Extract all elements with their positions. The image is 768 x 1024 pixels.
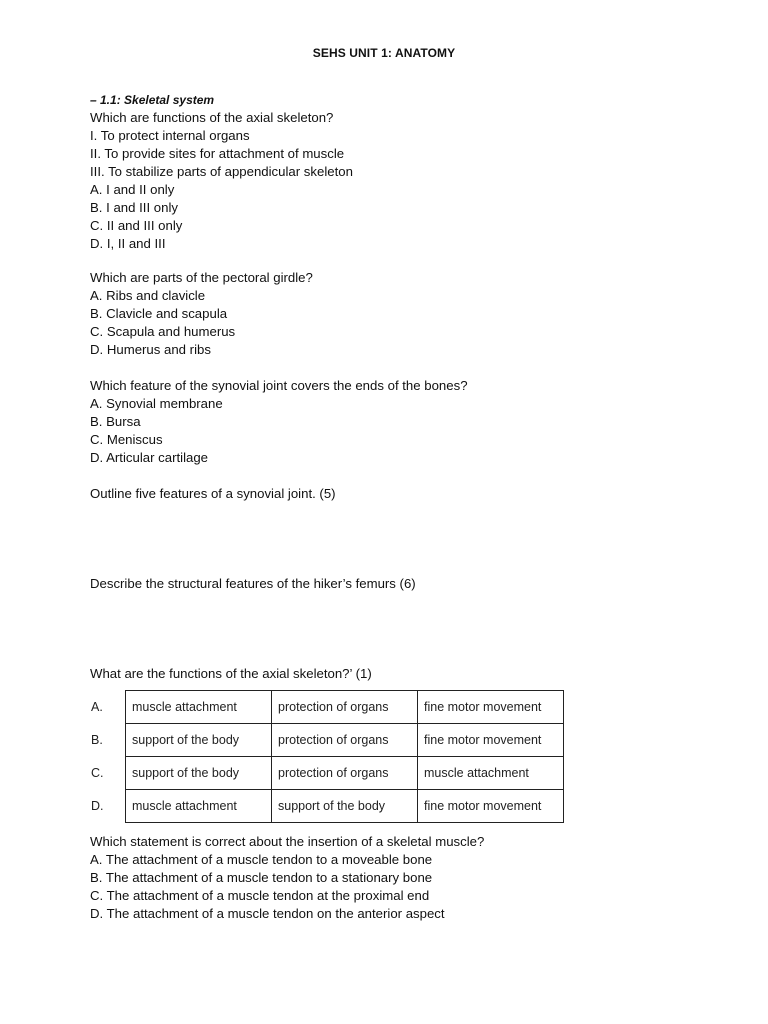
table-cell: protection of organs: [272, 757, 418, 790]
table-row: [85, 757, 564, 790]
question-3-block: [90, 377, 710, 467]
question-7-option-c: C. The attachment of a muscle tendon at the proximal end: [90, 888, 430, 903]
table-cell: protection of organs: [272, 724, 418, 757]
question-7-block: [90, 833, 710, 923]
question-3-option-a: A. Synovial membrane: [90, 396, 223, 411]
option-letter: D.: [91, 799, 104, 813]
question-5-prompt: Describe the structural features of the hiker’s femurs (6): [90, 576, 416, 591]
question-1-option-d: D. I, II and III: [90, 236, 166, 251]
section-heading: – 1.1: Skeletal system: [90, 93, 215, 107]
question-2-option-c: C. Scapula and humerus: [90, 324, 236, 339]
option-letter: C.: [91, 766, 104, 780]
question-6-options-table: [85, 690, 564, 823]
question-3-option-d: D. Articular cartilage: [90, 450, 208, 465]
option-letter: B.: [91, 733, 103, 747]
table-row: [85, 790, 564, 823]
option-letter: A.: [91, 700, 103, 714]
table-row: [85, 691, 564, 724]
question-6-prompt: What are the functions of the axial skeleton?’ (1): [90, 666, 372, 681]
question-7-stem: Which statement is correct about the insertion of a skeletal muscle?: [90, 834, 485, 849]
table-cell: support of the body: [126, 724, 272, 757]
question-2-option-a: A. Ribs and clavicle: [90, 288, 206, 303]
document-title: SEHS UNIT 1: ANATOMY: [312, 46, 456, 60]
question-7-option-a: A. The attachment of a muscle tendon to a moveable bone: [90, 852, 433, 867]
question-1-option-c: C. II and III only: [90, 218, 183, 233]
question-3-option-c: C. Meniscus: [90, 432, 163, 447]
question-3-option-b: B. Bursa: [90, 414, 141, 429]
question-1-option-b: B. I and III only: [90, 200, 178, 215]
question-2-option-b: B. Clavicle and scapula: [90, 306, 228, 321]
table-cell: protection of organs: [272, 691, 418, 724]
question-1-stem: Which are functions of the axial skeleton?: [90, 110, 334, 125]
question-7-option-d: D. The attachment of a muscle tendon on the anterior aspect: [90, 906, 445, 921]
table-cell: fine motor movement: [418, 691, 564, 724]
question-2-block: [90, 269, 710, 359]
table-cell: fine motor movement: [418, 724, 564, 757]
table-cell: support of the body: [126, 757, 272, 790]
question-3-stem: Which feature of the synovial joint covers the ends of the bones?: [90, 378, 468, 393]
table-cell: muscle attachment: [126, 790, 272, 823]
question-1-option-a: A. I and II only: [90, 182, 175, 197]
table-cell: muscle attachment: [126, 691, 272, 724]
question-2-stem: Which are parts of the pectoral girdle?: [90, 270, 313, 285]
question-4-block: [90, 485, 710, 503]
table-cell: support of the body: [272, 790, 418, 823]
question-1-statement-1: I. To protect internal organs: [90, 128, 250, 143]
question-6-block: [90, 665, 710, 683]
question-1-block: [90, 91, 710, 253]
question-5-block: [90, 575, 710, 593]
table-cell: fine motor movement: [418, 790, 564, 823]
question-2-option-d: D. Humerus and ribs: [90, 342, 211, 357]
table-cell: muscle attachment: [418, 757, 564, 790]
question-7-option-b: B. The attachment of a muscle tendon to a stationary bone: [90, 870, 433, 885]
question-4-prompt: Outline five features of a synovial joint. (5): [90, 486, 336, 501]
question-1-statement-3: III. To stabilize parts of appendicular skeleton: [90, 164, 353, 179]
table-row: [85, 724, 564, 757]
question-1-statement-2: II. To provide sites for attachment of muscle: [90, 146, 345, 161]
